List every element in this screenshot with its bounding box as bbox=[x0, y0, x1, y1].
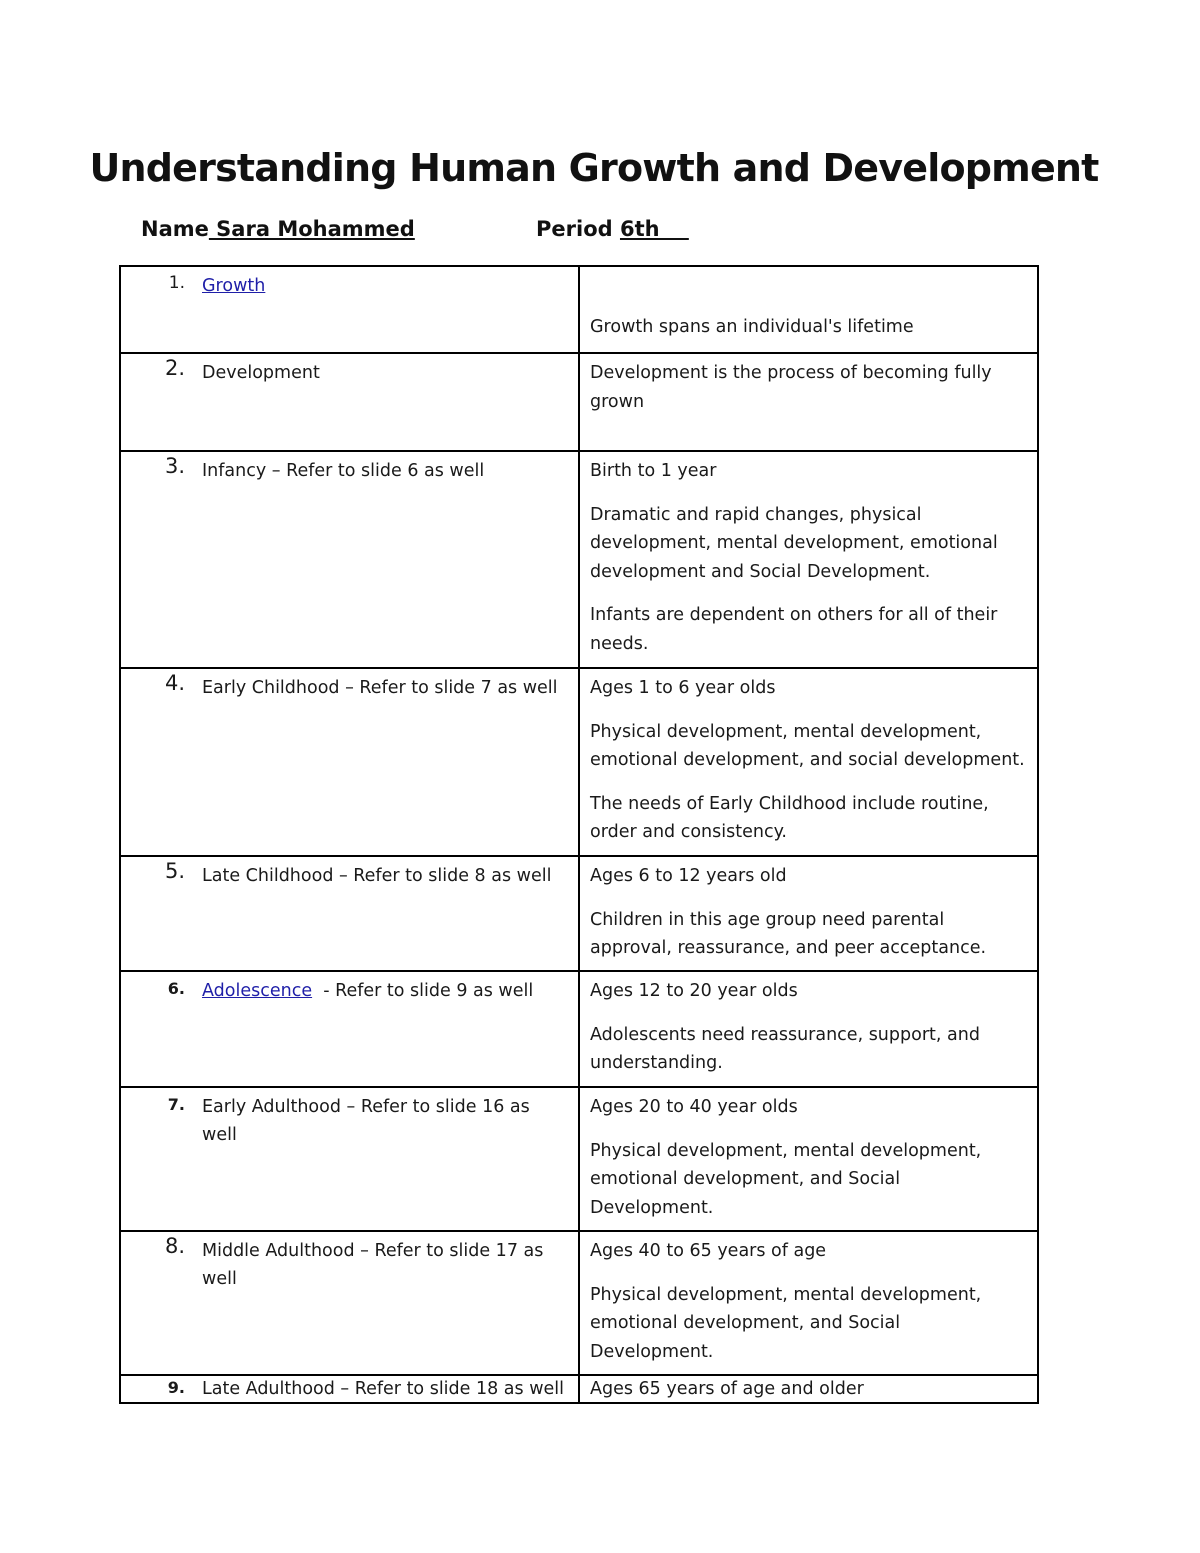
term-cell bbox=[120, 353, 579, 451]
table-row bbox=[120, 1231, 1038, 1375]
description-cell bbox=[579, 1087, 1038, 1231]
description-cell bbox=[579, 353, 1038, 451]
name-field bbox=[141, 217, 415, 241]
table-row bbox=[120, 353, 1038, 451]
table-row bbox=[120, 266, 1038, 353]
name-value: Sara Mohammed bbox=[208, 217, 415, 241]
description-text: Ages 65 years of age and older bbox=[590, 1379, 864, 1399]
terms-table bbox=[119, 265, 1039, 1404]
table-row bbox=[120, 668, 1038, 856]
description-text: The needs of Early Childhood include routine, order and consistency. bbox=[590, 793, 989, 842]
row-number: 1. bbox=[168, 273, 185, 293]
description-cell bbox=[579, 266, 1038, 353]
term-text: Late Adulthood – Refer to slide 18 as well bbox=[202, 1379, 565, 1399]
description-text: Adolescents need reassurance, support, and understanding. bbox=[590, 1024, 980, 1073]
description-text: Children in this age group need parental approval, reassurance, and peer acceptance. bbox=[590, 909, 987, 958]
table-row bbox=[120, 1375, 1038, 1403]
description-text: Ages 20 to 40 year olds bbox=[590, 1097, 798, 1117]
term-text: Development bbox=[202, 363, 320, 383]
description-text: Ages 40 to 65 years of age bbox=[590, 1241, 827, 1261]
description-text: Birth to 1 year bbox=[590, 461, 717, 481]
term-cell bbox=[120, 451, 579, 668]
description-text: Development is the process of becoming fully grown bbox=[590, 363, 992, 412]
description-text: Physical development, mental development, emotional development, and Social Development. bbox=[590, 1284, 982, 1362]
row-number: 5. bbox=[164, 859, 185, 883]
term-suffix: - Refer to slide 9 as well bbox=[312, 981, 534, 1001]
document-title: Understanding Human Growth and Development bbox=[89, 146, 1099, 190]
table-row bbox=[120, 856, 1038, 971]
adolescence-link[interactable]: Adolescence bbox=[202, 981, 313, 1001]
description-cell bbox=[579, 1231, 1038, 1375]
term-cell bbox=[120, 1375, 579, 1403]
description-cell bbox=[579, 1375, 1038, 1403]
row-number: 6. bbox=[167, 979, 185, 998]
term-cell bbox=[120, 266, 579, 353]
row-number: 4. bbox=[164, 671, 185, 695]
period-value: 6th bbox=[619, 217, 689, 241]
term-text: Early Adulthood – Refer to slide 16 as well bbox=[202, 1097, 530, 1145]
description-text: Infants are dependent on others for all of their needs. bbox=[590, 605, 998, 654]
row-number: 7. bbox=[167, 1095, 185, 1114]
term-text: Infancy – Refer to slide 6 as well bbox=[202, 461, 485, 481]
term-cell bbox=[120, 668, 579, 856]
description-cell bbox=[579, 451, 1038, 668]
description-text: Growth spans an individual's lifetime bbox=[590, 317, 914, 337]
table-row bbox=[120, 451, 1038, 668]
term-cell bbox=[120, 1087, 579, 1231]
description-text: Ages 1 to 6 year olds bbox=[590, 678, 776, 698]
description-text: Ages 12 to 20 year olds bbox=[590, 981, 798, 1001]
term-cell bbox=[120, 971, 579, 1087]
description-text: Physical development, mental development, emotional development, and social development. bbox=[590, 721, 1025, 770]
name-label: Name bbox=[141, 217, 209, 241]
term-text: Late Childhood – Refer to slide 8 as well bbox=[202, 866, 552, 886]
row-number: 2. bbox=[164, 356, 185, 380]
term-cell bbox=[120, 1231, 579, 1375]
description-cell bbox=[579, 856, 1038, 971]
term-text: Middle Adulthood – Refer to slide 17 as well bbox=[202, 1241, 544, 1289]
description-text: Dramatic and rapid changes, physical development, mental development, emotional development and Social Development. bbox=[590, 504, 998, 582]
row-number: 9. bbox=[167, 1378, 185, 1397]
term-text: Early Childhood – Refer to slide 7 as well bbox=[202, 678, 558, 698]
description-text: Physical development, mental development, emotional development, and Social Development. bbox=[590, 1140, 982, 1218]
description-cell bbox=[579, 971, 1038, 1087]
row-number: 3. bbox=[164, 454, 185, 478]
term-cell bbox=[120, 856, 579, 971]
table-row bbox=[120, 971, 1038, 1087]
description-text: Ages 6 to 12 years old bbox=[590, 866, 787, 886]
table-row bbox=[120, 1087, 1038, 1231]
description-cell bbox=[579, 668, 1038, 856]
row-number: 8. bbox=[164, 1234, 185, 1258]
period-label: Period bbox=[536, 217, 613, 241]
period-field bbox=[536, 217, 689, 241]
growth-link[interactable]: Growth bbox=[202, 276, 266, 296]
